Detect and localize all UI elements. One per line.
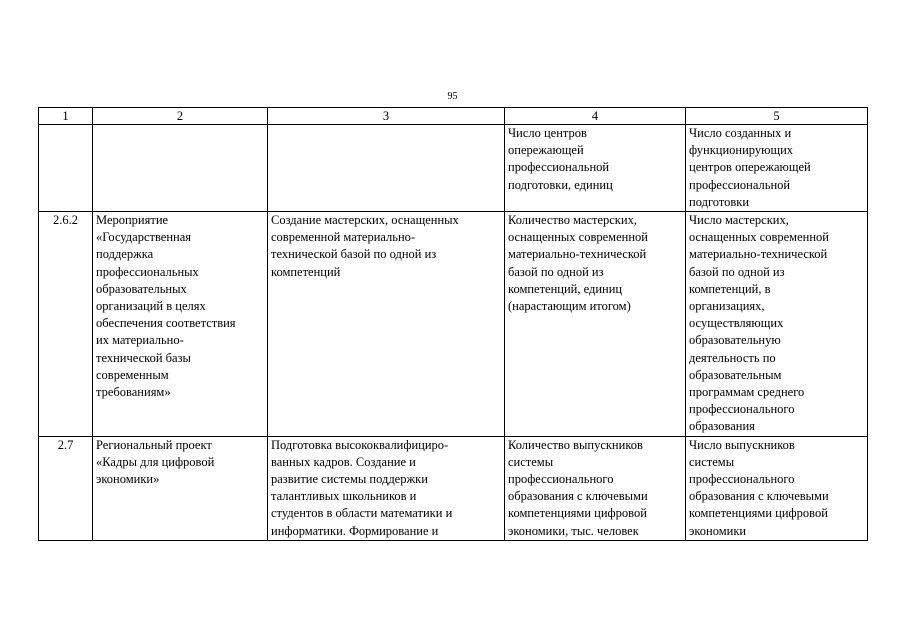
cell-text-line: опережающей — [508, 143, 584, 158]
cell-text-line: экономики — [689, 523, 747, 538]
cell-text-line: обеспечения соответствия — [96, 316, 236, 331]
indicator-definition-cell — [686, 212, 868, 437]
column-header: 1 — [39, 108, 93, 125]
description-cell — [268, 212, 505, 437]
cell-text-line: компетенциями цифровой — [689, 506, 828, 521]
cell-text-line: материально-технической — [689, 247, 828, 262]
cell-text-line: их материально- — [96, 333, 184, 348]
cell-text-line: подготовки — [689, 194, 750, 209]
cell-text-line: профессионального — [689, 402, 795, 417]
cell-text-line: (нарастающим итогом) — [508, 299, 631, 314]
description-cell — [268, 436, 505, 540]
cell-text-line: профессионального — [508, 472, 614, 487]
indicator-cell — [505, 436, 686, 540]
row-number-cell — [39, 125, 93, 212]
cell-text-line: базой по одной из — [508, 264, 604, 279]
cell-text-line: «Государственная — [96, 230, 192, 245]
cell-text-line: программам среднего — [689, 385, 805, 400]
cell-text-line: компетенций, в — [689, 281, 771, 296]
cell-text-line: требованиям» — [96, 385, 171, 400]
indicator-definition-cell — [686, 436, 868, 540]
cell-text-line: образования с ключевыми — [508, 489, 648, 504]
cell-text-line: современной материально- — [271, 230, 416, 245]
cell-text-line: функционирующих — [689, 143, 794, 158]
cell-text-line: профессиональных — [96, 264, 199, 279]
table-row — [39, 436, 868, 540]
cell-text-line: современным — [96, 367, 169, 382]
cell-text-line: Число созданных и — [689, 126, 792, 140]
cell-text-line: оснащенных современной — [508, 230, 648, 245]
cell-text-line: образования с ключевыми — [689, 489, 829, 504]
cell-text-line: технической базой по одной из — [271, 247, 437, 262]
cell-text-line: оснащенных современной — [689, 230, 829, 245]
column-header: 5 — [686, 108, 868, 125]
cell-text-line: экономики» — [96, 472, 160, 487]
cell-text-line: Число мастерских, — [689, 213, 789, 228]
event-cell — [93, 212, 268, 437]
indicator-cell — [505, 212, 686, 437]
cell-text-line: материально-технической — [508, 247, 647, 262]
column-header: 3 — [268, 108, 505, 125]
column-header: 4 — [505, 108, 686, 125]
cell-text-line: компетенций — [271, 264, 341, 279]
cell-text-line: Подготовка высококвалифициро- — [271, 437, 449, 452]
cell-text-line: образовательную — [689, 333, 781, 348]
cell-text-line: базой по одной из — [689, 264, 785, 279]
indicator-cell — [505, 125, 686, 212]
page-number: 95 — [447, 91, 458, 102]
cell-text-line: студентов в области математики и — [271, 506, 453, 521]
cell-text-line: Создание мастерских, оснащенных — [271, 213, 459, 228]
event-cell — [93, 125, 268, 212]
cell-text-line: системы — [508, 454, 554, 469]
cell-text-line: Количество мастерских, — [508, 213, 637, 228]
cell-text-line: центров опережающей — [689, 160, 811, 175]
table-header-row — [39, 108, 868, 125]
cell-text-line: «Кадры для цифровой — [96, 454, 215, 469]
cell-text-line: профессионального — [689, 472, 795, 487]
cell-text-line: компетенциями цифровой — [508, 506, 647, 521]
table-row — [39, 212, 868, 437]
cell-text-line: развитие системы поддержки — [271, 472, 428, 487]
description-cell — [268, 125, 505, 212]
cell-text-line: деятельность по — [689, 350, 776, 365]
cell-text-line: образования — [689, 419, 755, 434]
cell-text-line: технической базы — [96, 350, 191, 365]
cell-text-line: организаций в целях — [96, 299, 206, 314]
cell-text-line: осуществляющих — [689, 316, 784, 331]
cell-text-line: подготовки, единиц — [508, 177, 613, 192]
cell-text-line: образовательным — [689, 367, 782, 382]
cell-text-line: системы — [689, 454, 735, 469]
cell-text-line: информатики. Формирование и — [271, 523, 439, 538]
cell-text-line: Число центров — [508, 126, 587, 140]
cell-text-line: Число выпускников — [689, 437, 795, 452]
cell-text-line: ванных кадров. Создание и — [271, 454, 416, 469]
cell-text-line: профессиональной — [689, 177, 791, 192]
cell-text-line: образовательных — [96, 281, 187, 296]
event-cell — [93, 436, 268, 540]
cell-text-line: компетенций, единиц — [508, 281, 623, 296]
cell-text-line: поддержка — [96, 247, 154, 262]
cell-text-line: талантливых школьников и — [271, 489, 417, 504]
column-header: 2 — [93, 108, 268, 125]
cell-text-line: Региональный проект — [96, 437, 212, 452]
cell-text-line: Мероприятие — [96, 213, 169, 228]
cell-text-line: организациях, — [689, 299, 765, 314]
row-number-cell: 2.6.2 — [39, 212, 93, 437]
cell-text-line: экономики, тыс. человек — [508, 523, 639, 538]
cell-text-line: профессиональной — [508, 160, 610, 175]
indicators-table — [38, 107, 868, 541]
indicator-definition-cell — [686, 125, 868, 212]
table-row — [39, 125, 868, 212]
row-number-cell: 2.7 — [39, 436, 93, 540]
cell-text-line: Количество выпускников — [508, 437, 643, 452]
